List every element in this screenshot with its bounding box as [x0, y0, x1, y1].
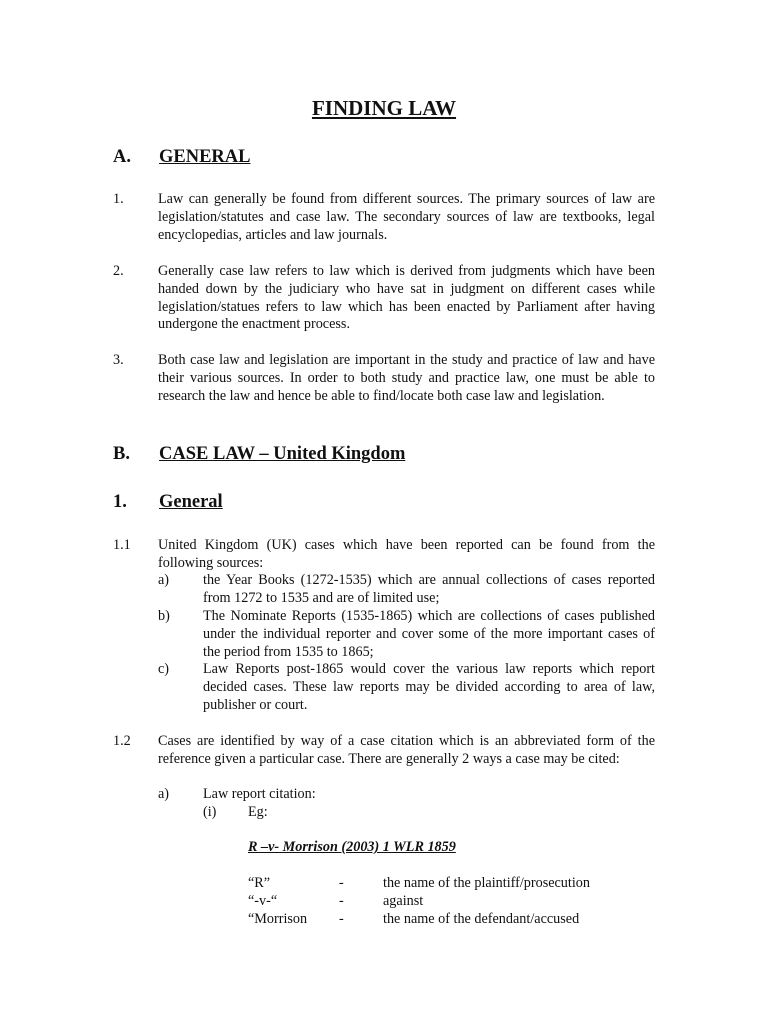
citation-a-label: a) [158, 786, 170, 802]
list-item-c [158, 661, 655, 714]
paragraph-1-1 [113, 537, 655, 573]
citation-dash: - [339, 893, 344, 909]
paragraph-number: 1.2 [113, 733, 131, 749]
paragraph-text: Cases are identified by way of a case citation which is an abbreviated form of the reference given a particular case. There are generally 2 ways a case may be cited: [158, 733, 655, 767]
paragraph-number: 2. [113, 263, 124, 279]
citation-i-label: (i) [203, 804, 217, 820]
section-a-title: GENERAL [159, 147, 251, 167]
subsection-1-title: General [159, 492, 223, 512]
citation-dash: - [339, 911, 344, 927]
citation-term: “R” [248, 875, 271, 891]
general-paragraph-2 [113, 263, 655, 334]
list-item-label: c) [158, 661, 170, 677]
citation-a-text: Law report citation: [203, 786, 316, 802]
paragraph-number: 3. [113, 352, 124, 368]
citation-definition: against [383, 893, 424, 909]
citation-definition: the name of the plaintiff/prosecution [383, 875, 590, 891]
subsection-1-heading [113, 491, 223, 513]
citation-i-text: Eg: [248, 804, 268, 820]
paragraph-number: 1.1 [113, 537, 131, 553]
paragraph-text: Generally case law refers to law which is derived from judgments which have been handed down by the judiciary who have sat in judgment on different cases while legislation/statues refers to law which has been enacted by Parliament after having undergone the enactment process. [158, 263, 655, 333]
subsection-1-number: 1. [113, 492, 127, 512]
paragraph-number: 1. [113, 191, 124, 207]
list-item-label: a) [158, 572, 170, 588]
section-a-number: A. [113, 147, 131, 167]
section-b-heading [113, 443, 405, 465]
section-b-title: CASE LAW – United Kingdom [159, 444, 406, 464]
paragraph-text: United Kingdom (UK) cases which have been reported can be found from the following sources: [158, 537, 655, 571]
example-case-citation: R –v- Morrison (2003) 1 WLR 1859 [248, 839, 456, 855]
general-paragraph-1 [113, 191, 655, 244]
citation-dash: - [339, 875, 344, 891]
list-item-text: the Year Books (1272-1535) which are annual collections of cases reported from 1272 to 1535 and are of limited use; [203, 572, 655, 606]
citation-definition: the name of the defendant/accused [383, 911, 580, 927]
section-b-number: B. [113, 444, 130, 464]
list-item-a [158, 572, 655, 608]
list-item-text: Law Reports post-1865 would cover the various law reports which report decided cases. These law reports may be divided according to area of law, publisher or court. [203, 661, 655, 713]
list-item-label: b) [158, 608, 170, 624]
paragraph-text: Law can generally be found from different sources. The primary sources of law are legislation/statutes and case law. The secondary sources of law are textbooks, legal encyclopedias, articles and law journals. [158, 191, 655, 243]
page-title: FINDING LAW [311, 96, 457, 120]
citation-term: “Morrison [248, 911, 308, 927]
list-item-text: The Nominate Reports (1535-1865) which are collections of cases published under the individual reporter and cover some of the more important cases of the period from 1535 to 1865; [203, 608, 655, 660]
general-paragraph-3 [113, 352, 655, 405]
paragraph-text: Both case law and legislation are important in the study and practice of law and have their various sources. In order to both study and practice law, one must be able to research the law and hence be able to find/locate both case law and legislation. [158, 352, 655, 404]
list-item-b [158, 608, 655, 661]
citation-term: “-v-“ [248, 893, 278, 909]
paragraph-1-2 [113, 733, 655, 769]
section-a-heading [113, 146, 251, 168]
